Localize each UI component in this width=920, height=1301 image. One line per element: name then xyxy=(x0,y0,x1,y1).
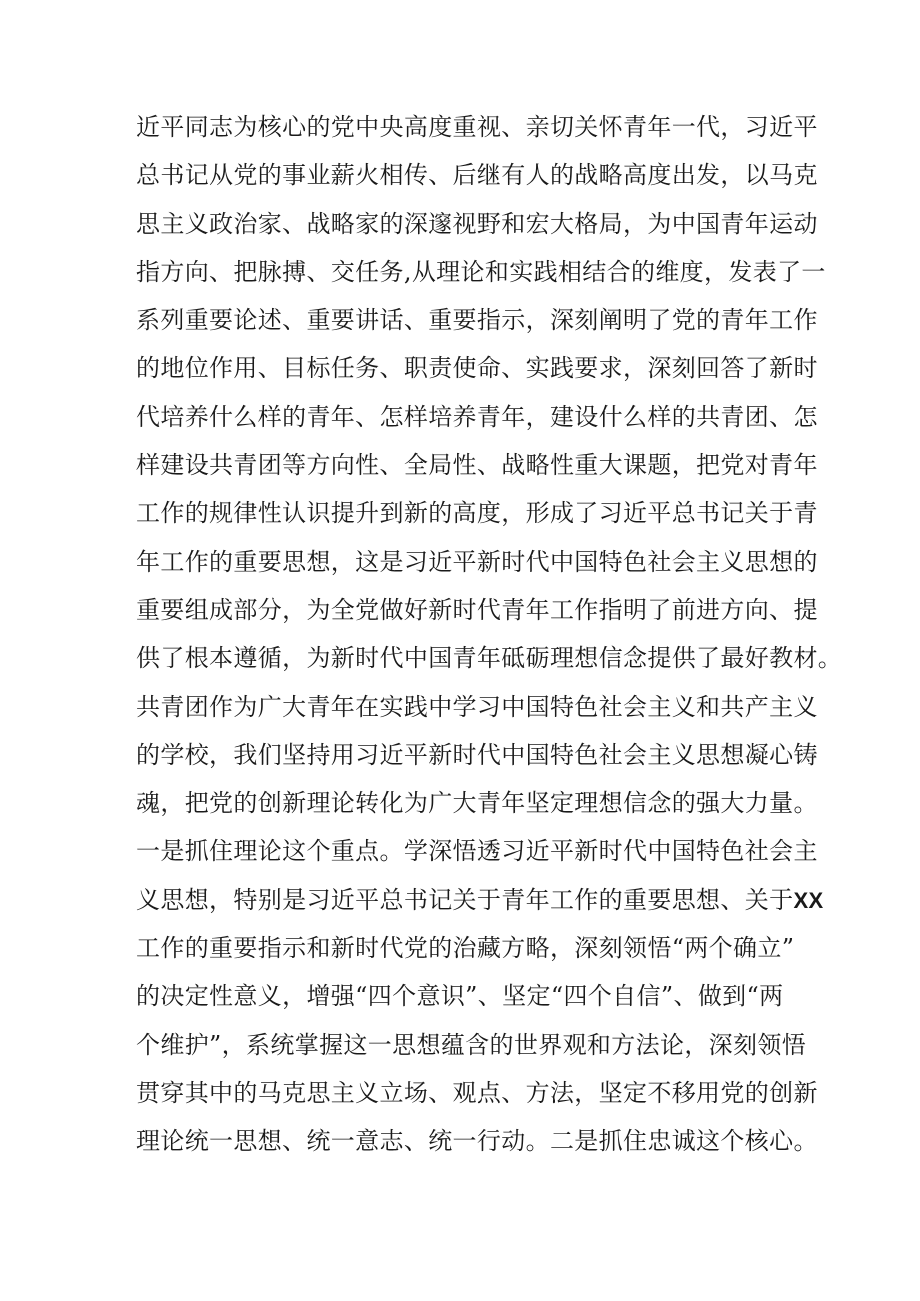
text-line: 贯穿其中的马克思主义立场、观点、方法，坚定不移用党的创新 xyxy=(136,1078,818,1107)
text-line: 理论统一思想、统一意志、统一行动。二是抓住忠诚这个核心。 xyxy=(136,1127,818,1156)
text-line: 的决定性意义，增强“四个意识”、坚定“四个自信”、做到“两 xyxy=(136,982,784,1011)
text-line: 指方向、把脉搏、交任务,从理论和实践相结合的维度，发表了一 xyxy=(136,257,826,286)
line-prefix: 义思想，特别是习近平总书记关于青年工作的重要思想、关于 xyxy=(136,885,794,914)
text-line: 供了根本遵循，为新时代中国青年砥砺理想信念提供了最好教材。 xyxy=(136,644,843,673)
text-line: 魂，把党的创新理论转化为广大青年坚定理想信念的强大力量。 xyxy=(136,789,818,818)
text-line: 工作的重要指示和新时代党的治藏方略，深刻领悟“两个确立” xyxy=(136,934,795,963)
text-line-with-bold xyxy=(136,876,824,924)
text-line: 系列重要论述、重要讲话、重要指示，深刻阐明了党的青年工作 xyxy=(136,306,818,335)
text-line: 年工作的重要思想，这是习近平新时代中国特色社会主义思想的 xyxy=(136,547,818,576)
text-line: 样建设共青团等方向性、全局性、战略性重大课题，把党对青年 xyxy=(136,451,818,480)
text-line: 重要组成部分，为全党做好新时代青年工作指明了前进方向、提 xyxy=(136,595,818,624)
text-line: 工作的规律性认识提升到新的高度，形成了习近平总书记关于青 xyxy=(136,499,818,528)
text-line: 代培养什么样的青年、怎样培养青年，建设什么样的共青团、怎 xyxy=(136,402,818,431)
body-text xyxy=(136,103,843,1166)
text-line: 的学校，我们坚持用习近平新时代中国特色社会主义思想凝心铸 xyxy=(136,740,818,769)
text-line: 的地位作用、目标任务、职责使命、实践要求，深刻回答了新时 xyxy=(136,354,818,383)
text-line: 共青团作为广大青年在实践中学习中国特色社会主义和共产主义 xyxy=(136,692,818,721)
text-line: 个维护”，系统掌握这一思想蕴含的世界观和方法论，深刻领悟 xyxy=(136,1030,807,1059)
text-line: 一是抓住理论这个重点。学深悟透习近平新时代中国特色社会主 xyxy=(136,837,818,866)
bold-placeholder: XX xyxy=(793,887,824,913)
text-line: 近平同志为核心的党中央高度重视、亲切关怀青年一代，习近平 xyxy=(136,113,818,141)
text-line: 总书记从党的事业薪火相传、后继有人的战略高度出发，以马克 xyxy=(136,161,818,190)
text-line: 思主义政治家、战略家的深邃视野和宏大格局，为中国青年运动 xyxy=(136,209,818,238)
